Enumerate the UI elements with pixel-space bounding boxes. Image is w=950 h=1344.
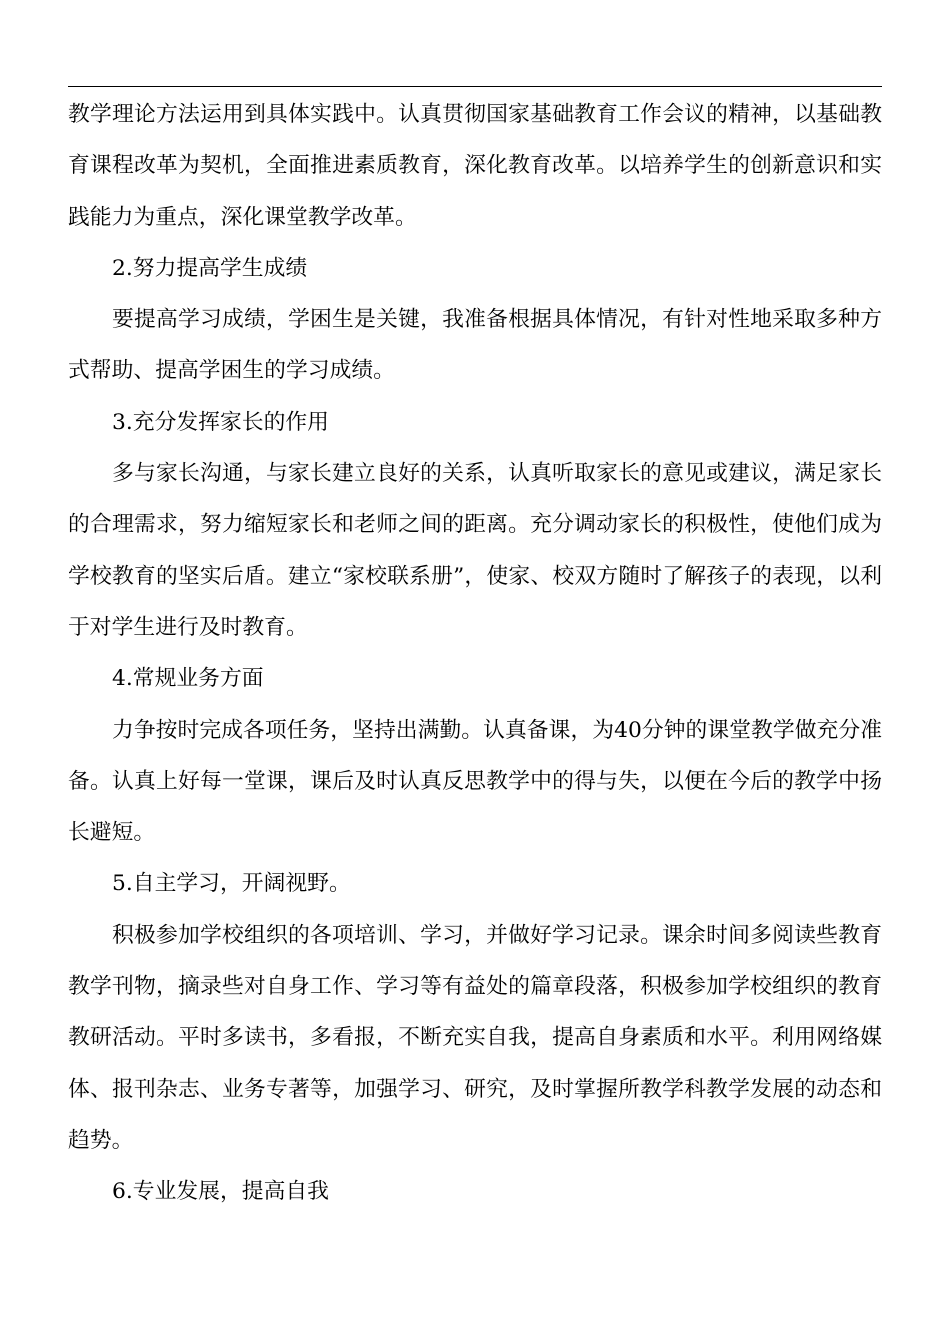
header-rule [68, 86, 882, 87]
paragraph-5: 积极参加学校组织的各项培训、学习，并做好学习记录。课余时间多阅读些教育教学刊物，摘录些对自身工作、学习等有益处的篇章段落，积极参加学校组织的教育教研活动。平时多读书，多看报，不断充实自我，提高自身素质和水平。利用网络媒体、报刊杂志、业务专著等，加强学习、研究，及时掌握所教学科教学发展的动态和趋势。 [68, 922, 882, 1153]
paragraph-2: 要提高学习成绩，学困生是关键，我准备根据具体情况，有针对性地采取多种方式帮助、提高学困生的学习成绩。 [68, 307, 882, 384]
section-heading-6: 6.专业发展，提高自我 [112, 1179, 329, 1205]
section-heading-5: 5.自主学习，开阔视野。 [112, 871, 351, 897]
section-heading-2: 2.努力提高学生成绩 [112, 255, 308, 281]
paragraph-continued: 教学理论方法运用到具体实践中。认真贯彻国家基础教育工作会议的精神，以基础教育课程改革为契机，全面推进素质教育，深化教育改革。以培养学生的创新意识和实践能力为重点，深化课堂教学改革。 [68, 102, 882, 230]
section-heading-4: 4.常规业务方面 [112, 666, 264, 692]
paragraph-3: 多与家长沟通，与家长建立良好的关系，认真听取家长的意见或建议，满足家长的合理需求，努力缩短家长和老师之间的距离。充分调动家长的积极性，使他们成为学校教育的坚实后盾。建立“家校联系册”，使家、校双方随时了解孩子的表现，以利于对学生进行及时教育。 [68, 461, 882, 640]
paragraph-4: 力争按时完成各项任务，坚持出满勤。认真备课，为40分钟的课堂教学做充分准备。认真上好每一堂课，课后及时认真反思教学中的得与失，以便在今后的教学中扬长避短。 [68, 717, 882, 846]
document-body [68, 89, 882, 1218]
section-heading-3: 3.充分发挥家长的作用 [112, 409, 329, 435]
